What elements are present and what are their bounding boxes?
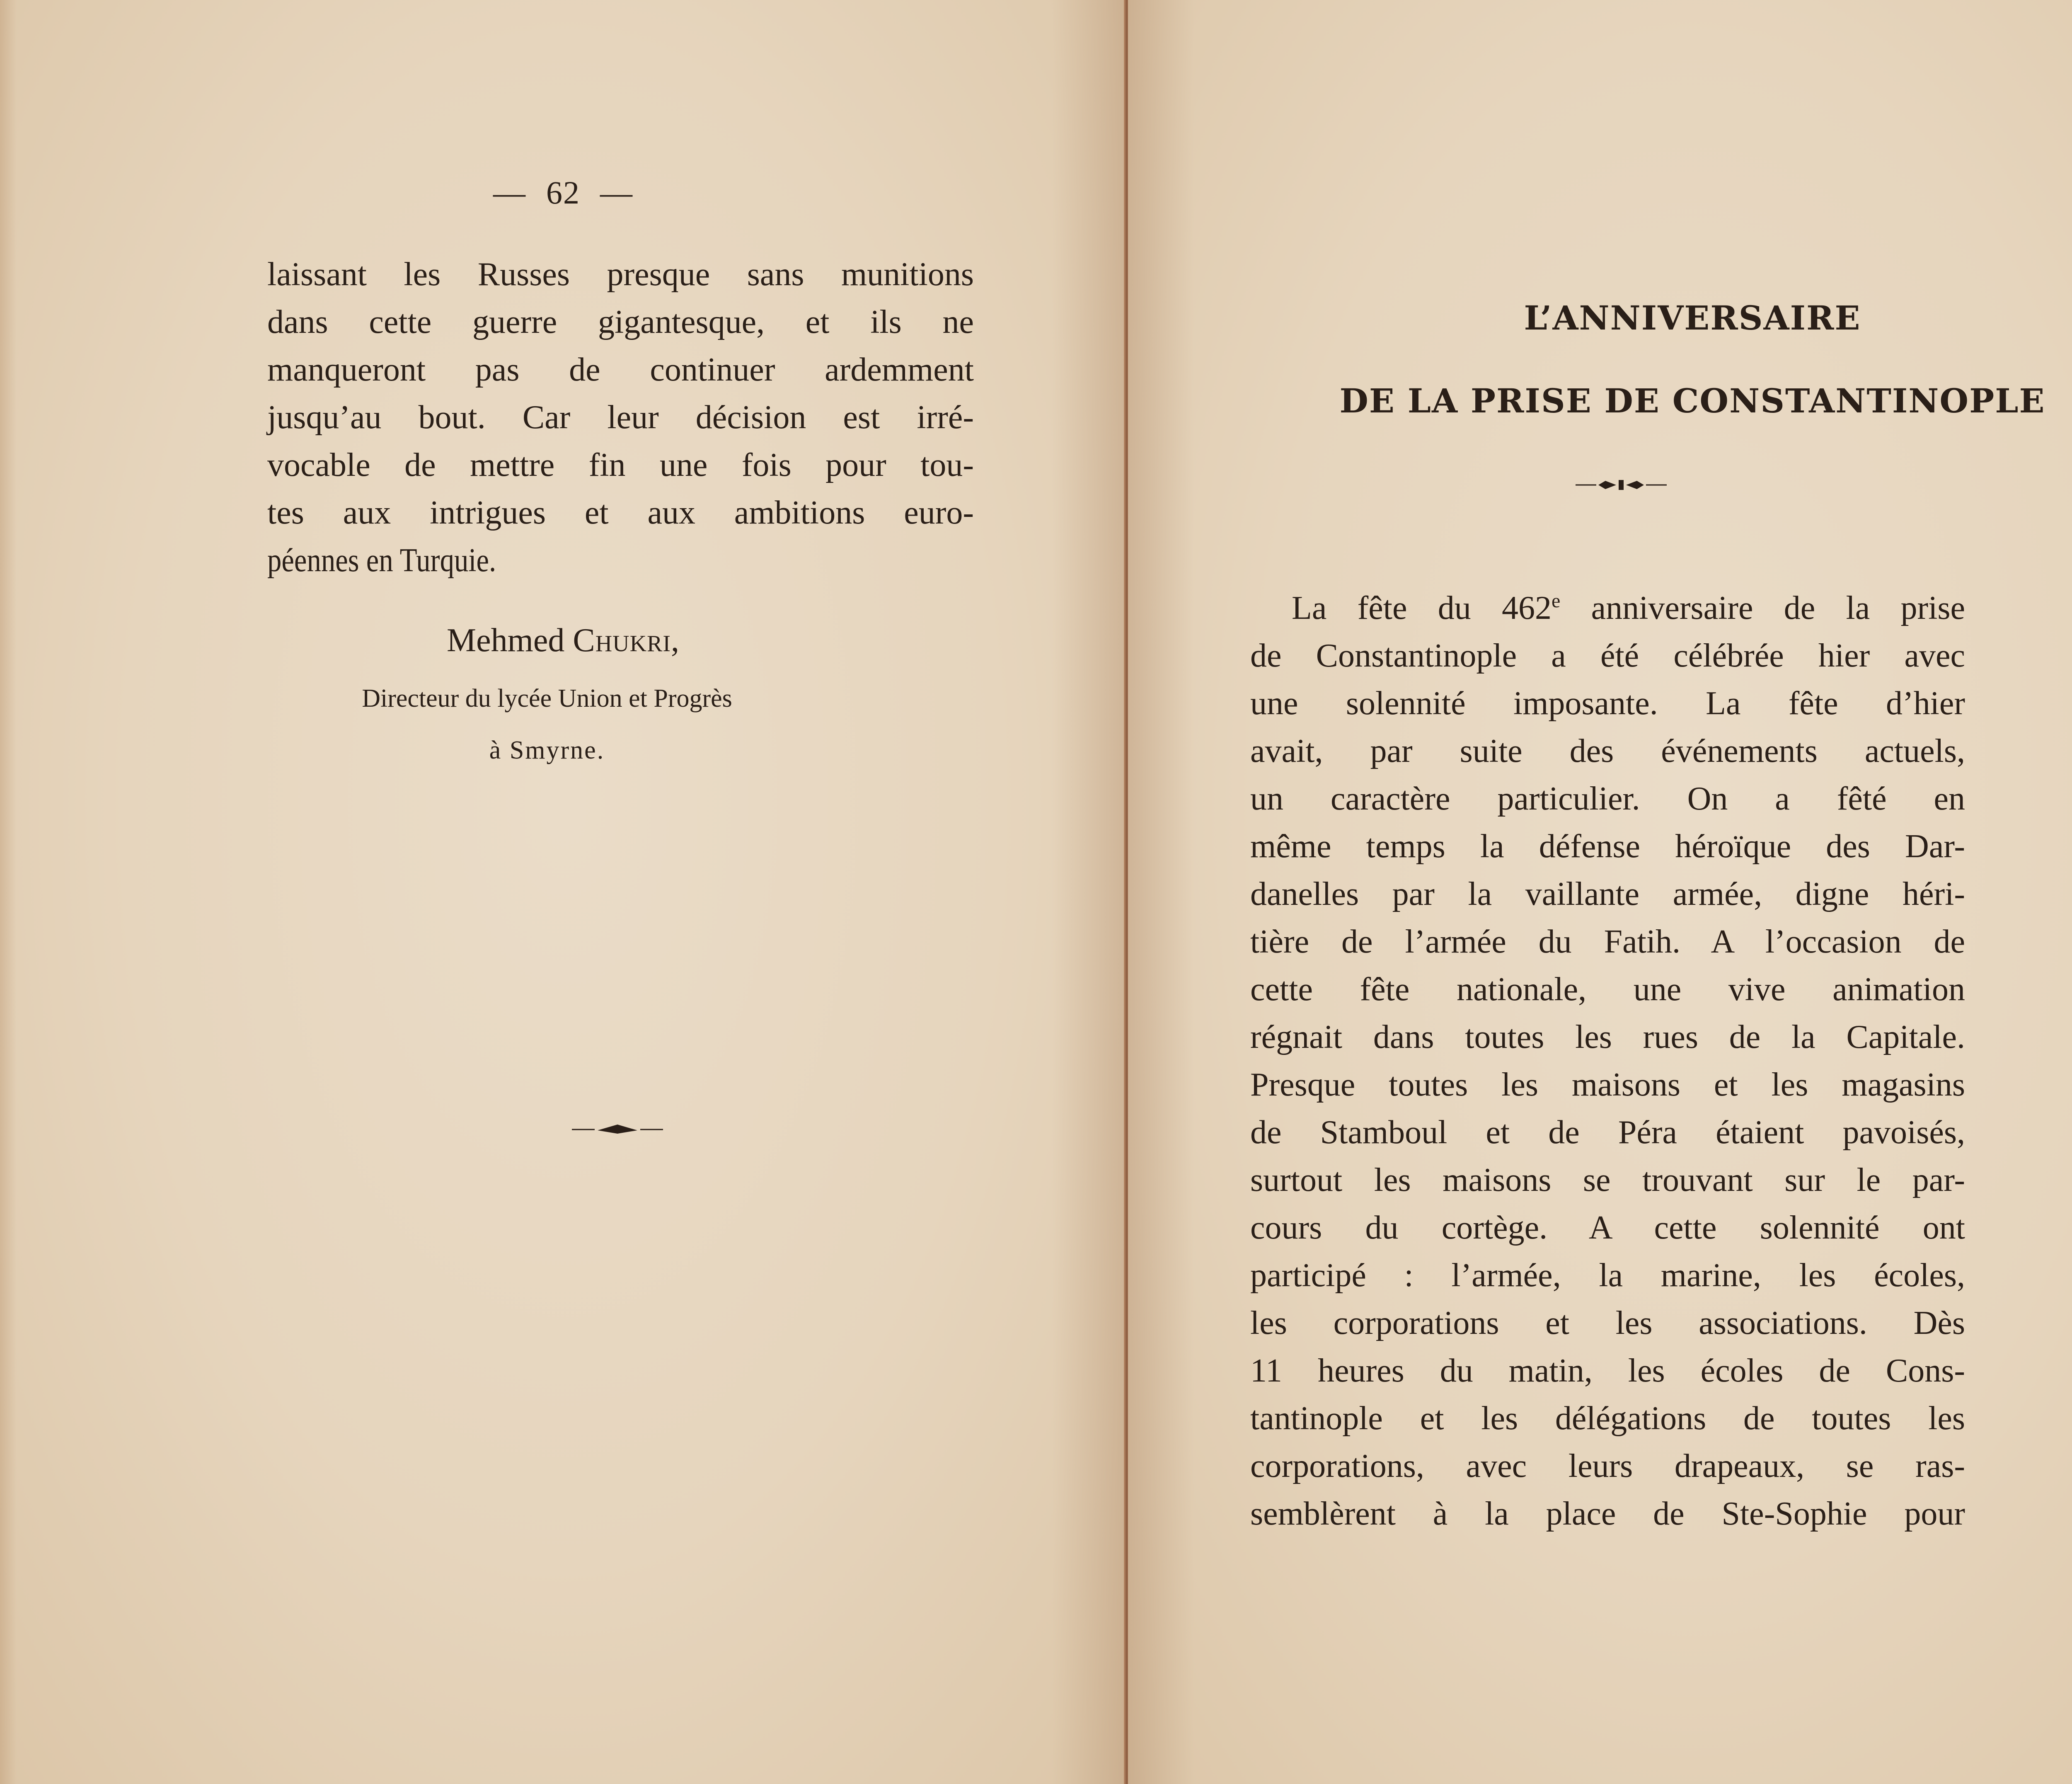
text-line: une solennité imposante. La fête d’hier [1250,685,1965,722]
text-line: 11 heures du matin, les écoles de Cons- [1250,1353,1965,1389]
signature-place: à Smyrne. [489,736,605,764]
text-line: laissant les Russes presque sans munitions [267,256,974,293]
text-line: avait, par suite des événements actuels, [1250,733,1965,769]
diamond-rule-ornament-icon [572,1121,663,1138]
text-line: cours du cortège. A cette solennité ont [1250,1210,1965,1246]
text-line: même temps la défense héroïque des Dar- [1250,828,1965,865]
double-diamond-rule-ornament-icon [1576,477,1667,493]
page-number-dash-right: — [600,175,633,211]
text-line: corporations, avec leurs drapeaux, se ras- [1250,1448,1965,1484]
text-line: dans cette guerre gigantesque, et ils ne [267,304,974,340]
signature-title: Directeur du lycée Union et Progrès [362,684,732,713]
text-line: de Constantinople a été célébrée hier avec [1250,637,1965,674]
text-line: participé : l’armée, la marine, les écoles, [1250,1257,1965,1294]
text-line: jusqu’au bout. Car leur décision est irré- [267,399,974,436]
text-line: manqueront pas de continuer ardemment [267,351,974,388]
chapter-title-line-1: L’ANNIVERSAIRE [1524,298,1861,337]
first-line-end: anniversaire de la prise [1560,590,1965,626]
text-line: danelles par la vaillante armée, digne héri- [1250,876,1965,912]
text-line: Presque toutes les maisons et les magasins [1250,1067,1965,1103]
text-line: cette fête nationale, une vive animation [1250,971,1965,1008]
text-line: tantinople et les délégations de toutes les [1250,1400,1965,1437]
ordinal-superscript: e [1552,590,1561,612]
text-line: régnait dans toutes les rues de la Capitale. [1250,1019,1965,1055]
page-number-dash-left: — [493,175,526,211]
right-body-text [1250,584,1965,1538]
text-line-first [1250,584,1965,632]
text-line: surtout les maisons se trouvant sur le par- [1250,1162,1965,1198]
text-line: semblèrent à la place de Ste-Sophie pour [1250,1496,1965,1532]
left-body-text [267,251,974,584]
text-line: vocable de mettre fin une fois pour tou- [267,447,974,483]
chapter-title-line-2: DE LA PRISE DE CONSTANTINOPLE [1339,381,2045,420]
text-line: les corporations et les associations. Dès [1250,1305,1965,1341]
signature-name [0,622,1126,659]
text-line: tière de l’armée du Fatih. A l’occasion de [1250,924,1965,960]
page-number [0,174,1126,211]
text-line: péennes en Turquie. [267,542,496,579]
first-line-start: La fête du 462 [1292,590,1552,626]
signature-last-name: Chukri, [573,622,680,659]
right-page [1128,0,2072,1784]
page-number-value: 62 [546,175,580,211]
signature-first-name: Mehmed [446,622,565,659]
text-line: un caractère particulier. On a fêté en [1250,780,1965,817]
text-line: tes aux intrigues et aux ambitions euro- [267,494,974,531]
text-line: de Stamboul et de Péra étaient pavoisés, [1250,1114,1965,1151]
